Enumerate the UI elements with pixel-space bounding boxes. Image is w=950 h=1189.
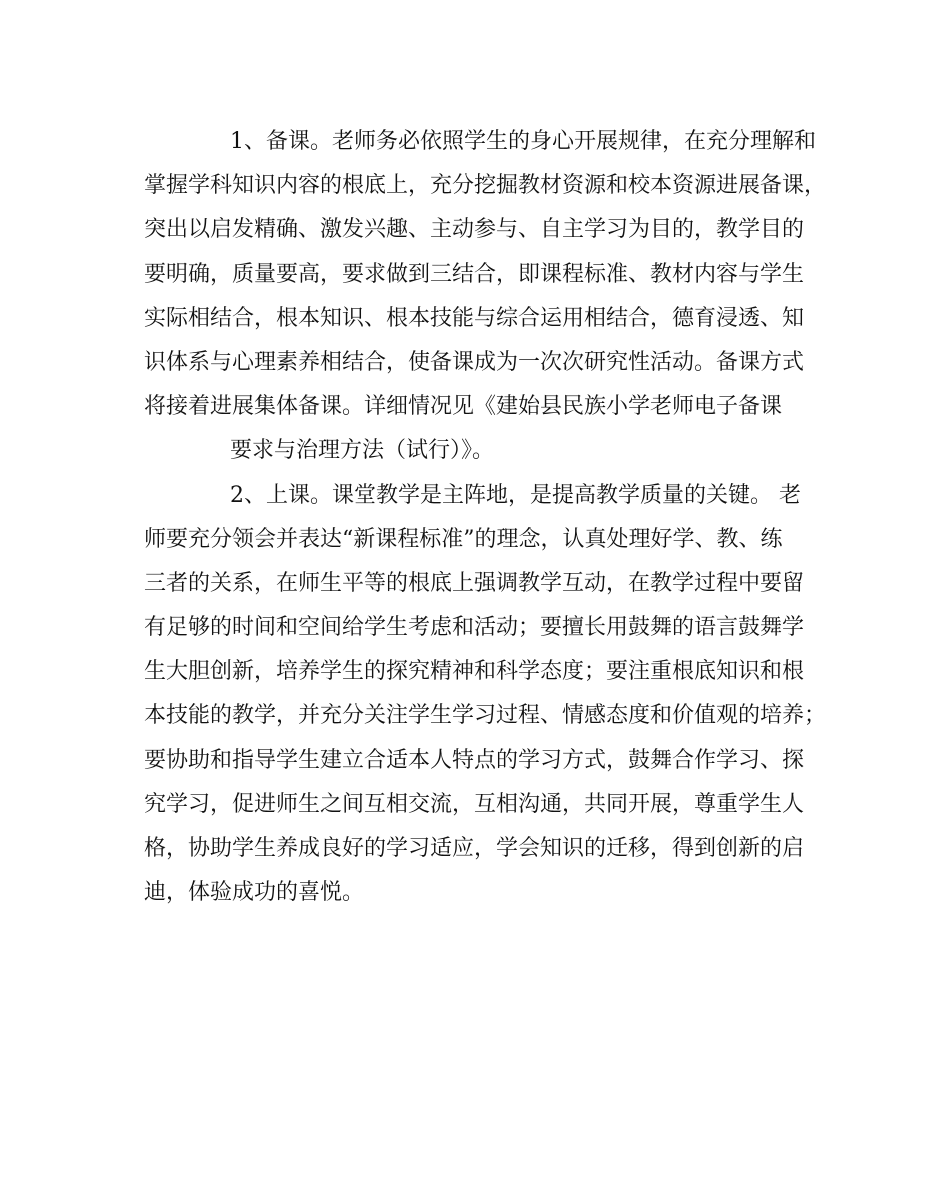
text-line: 师要充分领会并表达“新课程标准”的理念，认真处理好学、教、练 <box>144 526 783 552</box>
text-line: 掌握学科知识内容的根底上，充分挖掘教材资源和校本资源进展备课， <box>144 173 827 199</box>
text-line: 突出以启发精确、激发兴趣、主动参与、自主学习为目的，教学目的 <box>144 217 805 243</box>
text-line: 要求与治理方法（试行）》。 <box>230 438 495 464</box>
text-line: 2、上课。课堂教学是主阵地，是提高教学质量的关键。 老 <box>230 482 801 508</box>
text-line: 本技能的教学，并充分关注学生学习过程、情感态度和价值观的培养； <box>144 703 827 729</box>
text-line: 格，协助学生养成良好的学习适应，学会知识的迁移，得到创新的启 <box>144 836 805 861</box>
text-line: 要明确，质量要高，要求做到三结合，即课程标准、教材内容与学生 <box>144 261 805 287</box>
text-line: 生大胆创新，培养学生的探究精神和科学态度；要注重根底知识和根 <box>144 659 805 685</box>
text-line: 1、备课。老师务必依照学生的身心开展规律，在充分理解和 <box>230 129 816 154</box>
text-line: 迪，体验成功的喜悦。 <box>144 880 365 906</box>
document-body <box>144 120 827 915</box>
text-line: 究学习，促进师生之间互相交流，互相沟通，共同开展，尊重学生人 <box>144 791 805 817</box>
text-line: 有足够的时间和空间给学生考虑和活动；要擅长用鼓舞的语言鼓舞学 <box>144 615 805 641</box>
text-line: 三者的关系，在师生平等的根底上强调教学互动，在教学过程中要留 <box>144 570 805 596</box>
text-line: 识体系与心理素养相结合，使备课成为一次次研究性活动。备课方式 <box>144 349 805 375</box>
text-line: 将接着进展集体备课。详细情况见《建始县民族小学老师电子备课 <box>144 394 783 420</box>
text-line: 实际相结合，根本知识、根本技能与综合运用相结合，德育浸透、知 <box>144 305 805 331</box>
text-line: 要协助和指导学生建立合适本人特点的学习方式，鼓舞合作学习、探 <box>144 747 805 773</box>
